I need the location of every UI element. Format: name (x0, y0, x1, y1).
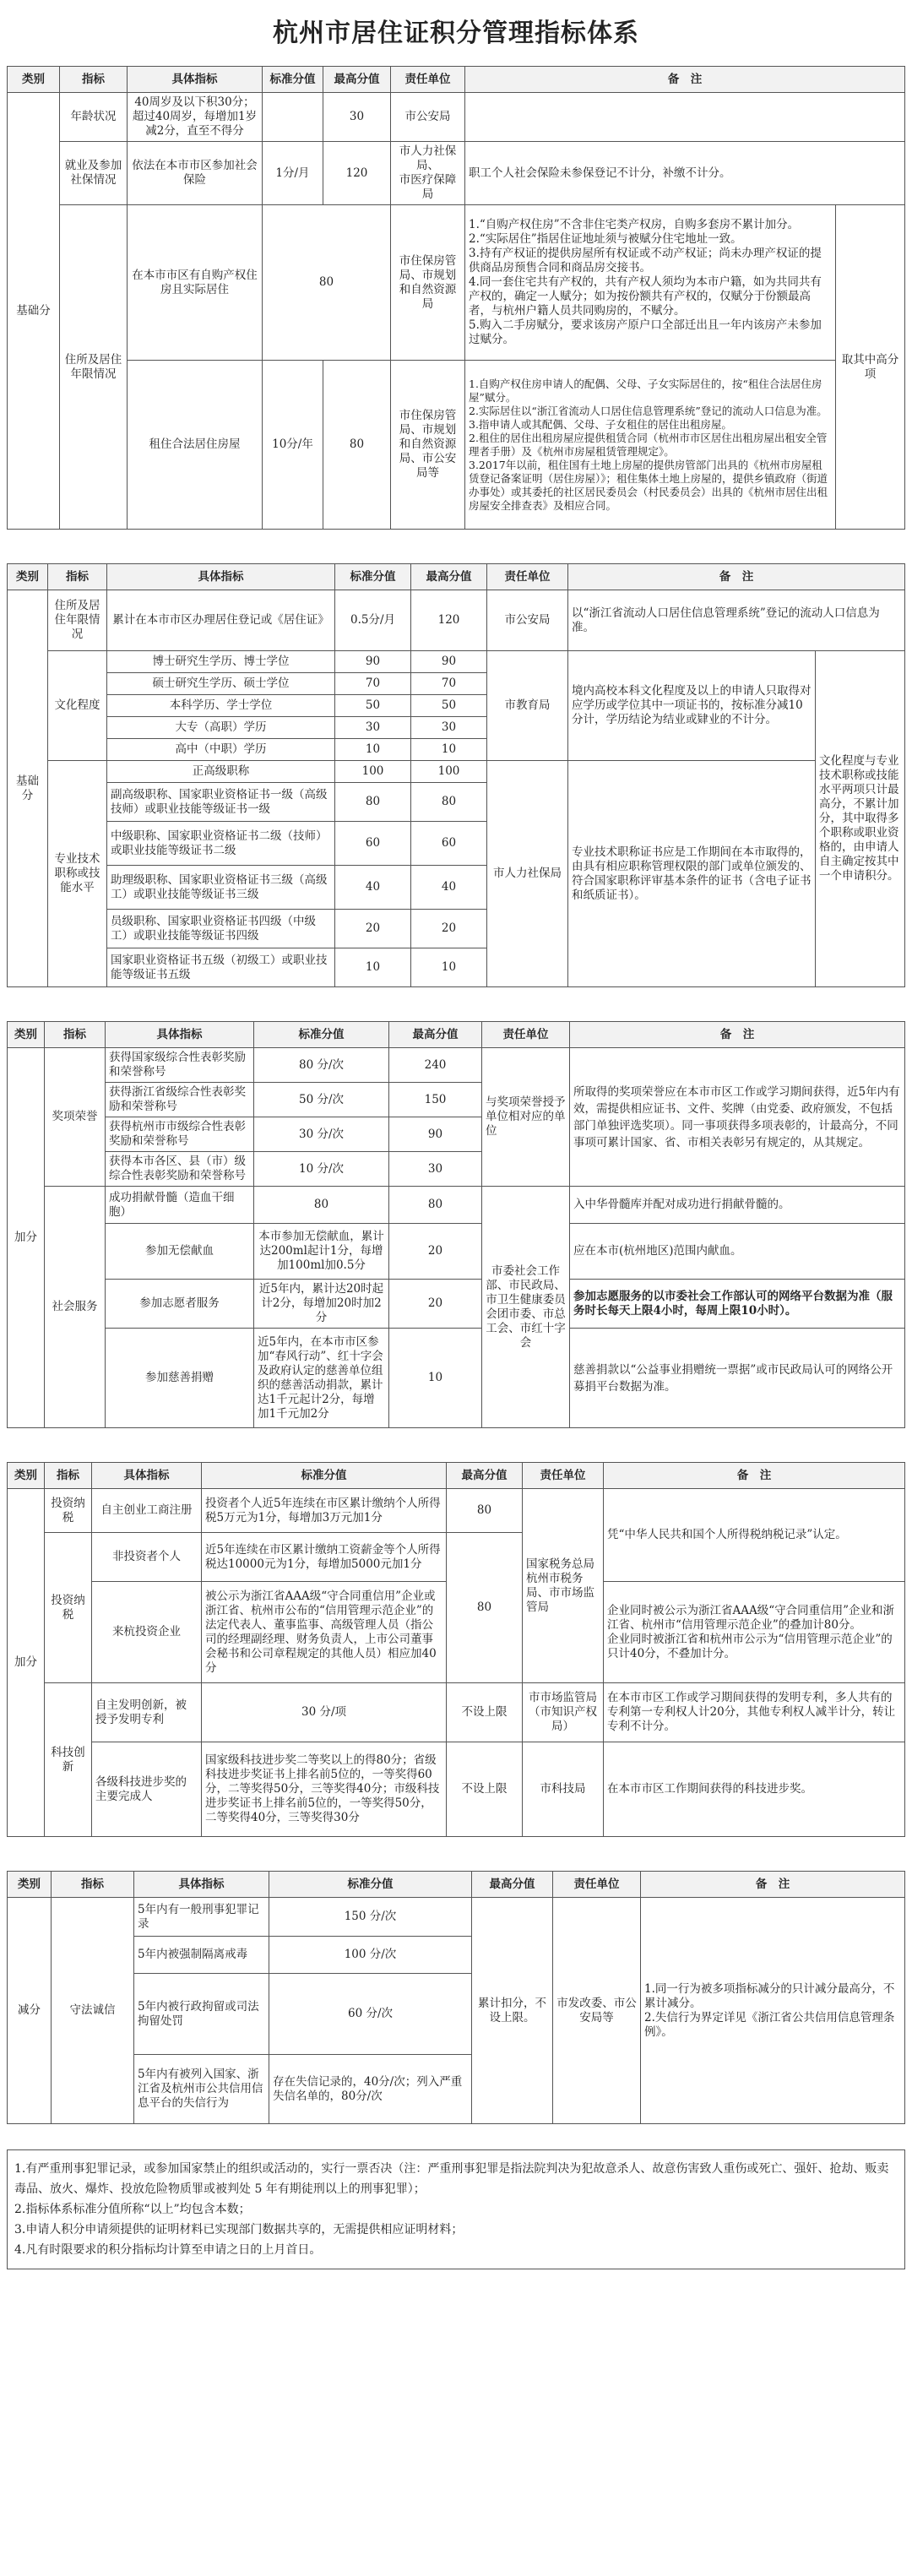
table-row: 大专（高职）学历 30 30 (8, 717, 905, 739)
table-row: 住所及居住年限情况 在本市市区有自购产权住房且实际居住 80 市住保房管局、市规划和自然资源局 1.“自购产权住房”不含非住宅类产权房，自购多套房不累计加分。 2.“实际居住”指居住证地址须与被赋分住宅地址一致。 3.持有产权证的提供房屋所有权证或不动产权证；尚未办理产权证的提供商品房预售合同和商品房交接书。 4.同一套住宅共有产权的，共有产权人须均为本市户籍，如为共同共有产权的，确定一人赋分；如为按份额共有产权的，仅赋分于份额最高者，与杭州户籍人员共同购房的，不赋分。 5.购入二手房赋分，要求该房产原户口全部迁出且一年内该房产未参加过赋分。 取其中高分项 (8, 205, 905, 361)
table-row: 科技创新 自主发明创新，被授予发明专利 30 分/项 不设上限 市市场监管局（市知识产权局） 在本市市区工作或学习期间获得的发明专利，多人共有的专利第一专利权人计20分，其他专利权人减半计分，转让专利不计分。 (8, 1683, 905, 1742)
table-row: 基础分 住所及居住年限情况 累计在本市市区办理居住登记或《居住证》 0.5分/月 120 市公安局 以“浙江省流动人口居住信息管理系统”登记的流动人口信息为准。 (8, 590, 905, 651)
table-row: 文化程度 博士研究生学历、博士学位 90 90 市教育局 境内高校本科文化程度及以上的申请人只取得对应学历或学位其中一项证书的，按标准分减10分计，学历结论为结业或肄业的不计分。 文化程度与专业技术职称或技能水平两项只计最高分，不累计加分，其中取得多个职称或职业资格的，由申请人自主确定按其中一个申请积分。 (8, 651, 905, 673)
table-deduction (7, 1871, 905, 2124)
footnote: 1.有严重刑事犯罪记录，或参加国家禁止的组织或活动的，实行一票否决（注：严重刑事犯罪是指法院判决为犯故意杀人、故意伤害致人重伤或死亡、强奸、抢劫、贩卖毒品、放火、爆炸、投放危险物质罪或被判处 5 年有期徒刑以上的刑事犯罪）； (14, 2162, 889, 2196)
table-header: 类别 指标 具体指标 标准分值 最高分值 责任单位 备 注 (8, 1022, 905, 1048)
table-row: 国家职业资格证书五级（初级工）或职业技能等级证书五级 10 10 (8, 948, 905, 987)
table-header: 类别 指标 具体指标 标准分值 最高分值 责任单位 备 注 (8, 1463, 905, 1489)
page-title: 杭州市居住证积分管理指标体系 (273, 19, 639, 48)
table-basic-1 (7, 66, 905, 530)
table-row: 副高级职称、国家职业资格证书一级（高级技师）或职业技能等级证书一级 80 80 (8, 783, 905, 822)
table-row: 参加无偿献血 本市参加无偿献血，累计达200ml起计1分，每增加100ml加0.5分 20 应在本市(杭州地区)范围内献血。 (8, 1224, 905, 1280)
table-row: 获得本市各区、县（市）级综合性表彰奖励和荣誉称号 10 分/次 30 (8, 1152, 905, 1187)
table-row: 参加慈善捐赠 近5年内，在本市市区参加“春风行动”、红十字会及政府认定的慈善单位组织的慈善活动捐款，累计达1千元起计2分，每增加1千元加2分 10 慈善捐款以“公益事业捐赠统一票据”或市民政局认可的网络公开募捐平台数据为准。 (8, 1329, 905, 1428)
table-row: 5年内被行政拘留或司法拘留处罚 60 分/次 (8, 1974, 905, 2055)
table-row: 投资纳税 非投资者个人 近5年连续在市区累计缴纳工资薪金等个人所得税达10000元为1分，每增加5000元加1分 80 (8, 1533, 905, 1582)
page (0, 12, 912, 2269)
table-row: 各级科技进步奖的主要完成人 国家级科技进步奖二等奖以上的得80分；省级科技进步奖证书上排名前5位的，一等奖得60分，二等奖得50分，三等奖得40分；市级科技进步奖证书上排名前5位的，一等奖得50分，二等奖得40分，三等奖得30分 不设上限 市科技局 在本市市区工作期间获得的科技进步奖。 (8, 1742, 905, 1837)
table-header: 类别 指标 具体指标 标准分值 最高分值 责任单位 备 注 (8, 564, 905, 590)
table-row: 租住合法居住房屋 10分/年 80 市住保房管局、市规划和自然资源局、市公安局等 1.自购产权住房申请人的配偶、父母、子女实际居住的，按“租住合法居住房屋”赋分。 2.实际居住以“浙江省流动人口居住信息管理系统”登记的流动人口信息为准。 3.指申请人或其配偶、父母、子女租住的居住出租房屋。 2.租住的居住出租房屋应提供租赁合同（杭州市市区居住出租房屋出租安全管理者手册）及《杭州市房屋租赁管理规定》。 3.2017年以前，租住国有土地上房屋的提供房管部门出具的《杭州市房屋租赁登记备案证明（居住房屋）》；租住集体土地上房屋的，提供乡镇政府（街道办事处）或其委托的社区居民委员会（村民委员会）出具的《杭州市居住出租房屋安全排查表》及相应合同。 (8, 361, 905, 530)
table-row: 高中（中职）学历 10 10 (8, 739, 905, 761)
table-basic-2 (7, 563, 905, 987)
category-cell: 基础分 (8, 93, 60, 530)
footnotes (7, 2149, 905, 2269)
footnote: 4.凡有时限要求的积分指标均计算至申请之日的上月首日。 (14, 2243, 322, 2257)
table-header: 类别 指标 具体指标 标准分值 最高分值 责任单位 备 注 (8, 1872, 905, 1898)
table-row: 专业技术职称或技能水平 正高级职称 100 100 市人力社保局 专业技术职称证书应是工作期间在本市取得的，由具有相应职称管理权限的部门或单位颁发的、符合国家职称评审基本条件的证书（含电子证书和纸质证书）。 (8, 761, 905, 783)
table-row: 基础分 年龄状况 40周岁及以下积30分；超过40周岁，每增加1岁减2分，直至不得分 30 市公安局 (8, 93, 905, 142)
table-row: 中级职称、国家职业资格证书二级（技师）或职业技能等级证书二级 60 60 (8, 822, 905, 866)
table-row: 获得杭州市市级综合性表彰奖励和荣誉称号 30 分/次 90 (8, 1117, 905, 1152)
table-row: 硕士研究生学历、硕士学位 70 70 (8, 673, 905, 695)
table-row: 本科学历、学士学位 50 50 (8, 695, 905, 717)
table-bonus-1 (7, 1021, 905, 1428)
table-row: 5年内有被列入国家、浙江省及杭州市公共信用信息平台的失信行为 存在失信记录的，40分/次；列入严重失信名单的，80分/次 (8, 2055, 905, 2124)
table-row: 获得浙江省级综合性表彰奖励和荣誉称号 50 分/次 150 (8, 1083, 905, 1117)
table-row: 减分 守法诚信 5年内有一般刑事犯罪记录 150 分/次 累计扣分，不设上限。 市发改委、市公安局等 1.同一行为被多项指标减分的只计减分最高分，不累计减分。 2.失信行为界定详见《浙江省公共信用信息管理条例》。 (8, 1898, 905, 1937)
footnote: 2.指标体系标准分值所称“以上”均包含本数； (14, 2203, 251, 2216)
table-row: 员级职称、国家职业资格证书四级（中级工）或职业技能等级证书四级 20 20 (8, 910, 905, 948)
table-row: 加分 奖项荣誉 获得国家级综合性表彰奖励和荣誉称号 80 分/次 240 与奖项荣誉授予单位相对应的单位 所取得的奖项荣誉应在本市市区工作或学习期间获得，近5年内有效，需提供相应证书、文件、奖牌（由党委、政府颁发，不包括部门单独评选奖项）。同一事项获得多项表彰的，计最高分，不同事项可累计国家、省、市相关表彰另有规定的，从其规定。 (8, 1048, 905, 1083)
table-row: 就业及参加社保情况 依法在本市市区参加社会保险 1分/月 120 市人力社保局、 市医疗保障局 职工个人社会保险未参保登记不计分，补缴不计分。 (8, 142, 905, 205)
footnote: 3.申请人积分申请须提供的证明材料已实现部门数据共享的，无需提供相应证明材料； (14, 2223, 464, 2236)
table-row: 来杭投资企业 被公示为浙江省AAA级“守合同重信用”企业或浙江省、杭州市公布的“信用管理示范企业”的法定代表人、董事监事、高级管理人员（指公司的经理副经理、财务负责人，上市公司董事会秘书和公司章程规定的其他人员）相应加40分 企业同时被公示为浙江省AAA级“守合同重信用”企业和浙江省、杭州市“信用管理示范企业”的叠加计80分。 企业同时被浙江省和杭州市公示为“信用管理示范企业”的只计40分，不叠加计分。 (8, 1582, 905, 1683)
table-row: 5年内被强制隔离戒毒 100 分/次 (8, 1937, 905, 1974)
table-row: 助理级职称、国家职业资格证书三级（高级工）或职业技能等级证书三级 40 40 (8, 866, 905, 910)
table-row: 加分 投资纳税 自主创业工商注册 投资者个人近5年连续在市区累计缴纳个人所得税5万元为1分，每增加3万元加1分 80 国家税务总局杭州市税务局、市市场监管局 凭“中华人民共和国个人所得税纳税记录”认定。 (8, 1489, 905, 1533)
table-header: 类别 指标 具体指标 标准分值 最高分值 责任单位 备 注 (8, 67, 905, 93)
table-bonus-2 (7, 1462, 905, 1837)
table-row: 参加志愿者服务 近5年内，累计达20时起计2分，每增加20时加2分 20 参加志愿服务的以市委社会工作部认可的网络平台数据为准（服务时长每天上限4小时，每周上限10小时）。 (8, 1280, 905, 1329)
table-row: 社会服务 成功捐献骨髓（造血干细胞） 80 80 市委社会工作部、市民政局、市卫生健康委员会团市委、市总工会、市红十字会 入中华骨髓库并配对成功进行捐献骨髓的。 (8, 1187, 905, 1224)
